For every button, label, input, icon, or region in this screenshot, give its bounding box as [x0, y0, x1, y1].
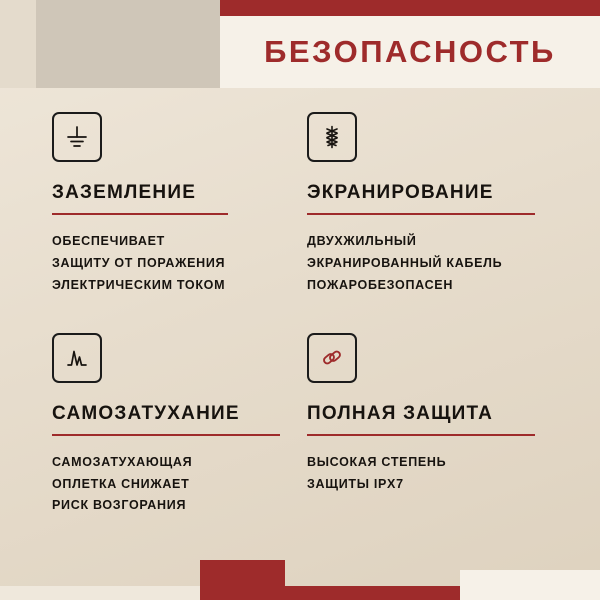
desc-line: ВЫСОКАЯ СТЕПЕНЬ — [307, 454, 447, 469]
desc-line: ЭЛЕКТРИЧЕСКИМ ТОКОМ — [52, 277, 226, 292]
feature-card-grounding — [52, 112, 307, 297]
feature-description — [52, 231, 283, 297]
feature-description — [52, 452, 283, 518]
feature-title: ЭКРАНИРОВАНИЕ — [307, 182, 494, 203]
shielding-icon — [307, 112, 357, 162]
bottom-red-block — [200, 560, 285, 586]
full-protection-icon — [307, 333, 357, 383]
desc-line: ПОЖАРОБЕЗОПАСЕН — [307, 277, 454, 292]
feature-card-self-extinguishing — [52, 333, 307, 518]
page-title: БЕЗОПАСНОСТЬ — [264, 34, 556, 69]
bottom-left-white-strip — [0, 586, 200, 600]
desc-line: САМОЗАТУХАЮЩАЯ — [52, 454, 193, 469]
title-underline — [307, 213, 535, 215]
feature-grid — [52, 112, 562, 553]
desc-line: ЗАЩИТЫ IPX7 — [307, 476, 404, 491]
feature-card-full-protection — [307, 333, 562, 518]
desc-line: ОПЛЕТКА СНИЖАЕТ — [52, 476, 190, 491]
top-left-light-strip — [0, 0, 36, 88]
top-left-gray-block — [0, 0, 220, 88]
title-underline — [52, 213, 228, 215]
title-underline — [52, 434, 280, 436]
title-panel — [220, 16, 600, 88]
desc-line: ЭКРАНИРОВАННЫЙ КАБЕЛЬ — [307, 255, 503, 270]
desc-line: ДВУХЖИЛЬНЫЙ — [307, 234, 417, 248]
feature-description — [307, 452, 538, 496]
desc-line: ЗАЩИТУ ОТ ПОРАЖЕНИЯ — [52, 255, 226, 270]
feature-card-shielding — [307, 112, 562, 297]
feature-description — [307, 231, 538, 297]
desc-line: РИСК ВОЗГОРАНИЯ — [52, 498, 187, 513]
feature-title: ЗАЗЕМЛЕНИЕ — [52, 182, 197, 203]
feature-title: САМОЗАТУХАНИЕ — [52, 402, 240, 424]
bottom-right-white-block — [460, 570, 600, 600]
grounding-icon — [52, 112, 102, 162]
desc-line: ОБЕСПЕЧИВАЕТ — [52, 234, 165, 248]
title-underline — [307, 434, 535, 436]
self-extinguishing-icon — [52, 333, 102, 383]
feature-title: ПОЛНАЯ ЗАЩИТА — [307, 402, 494, 424]
